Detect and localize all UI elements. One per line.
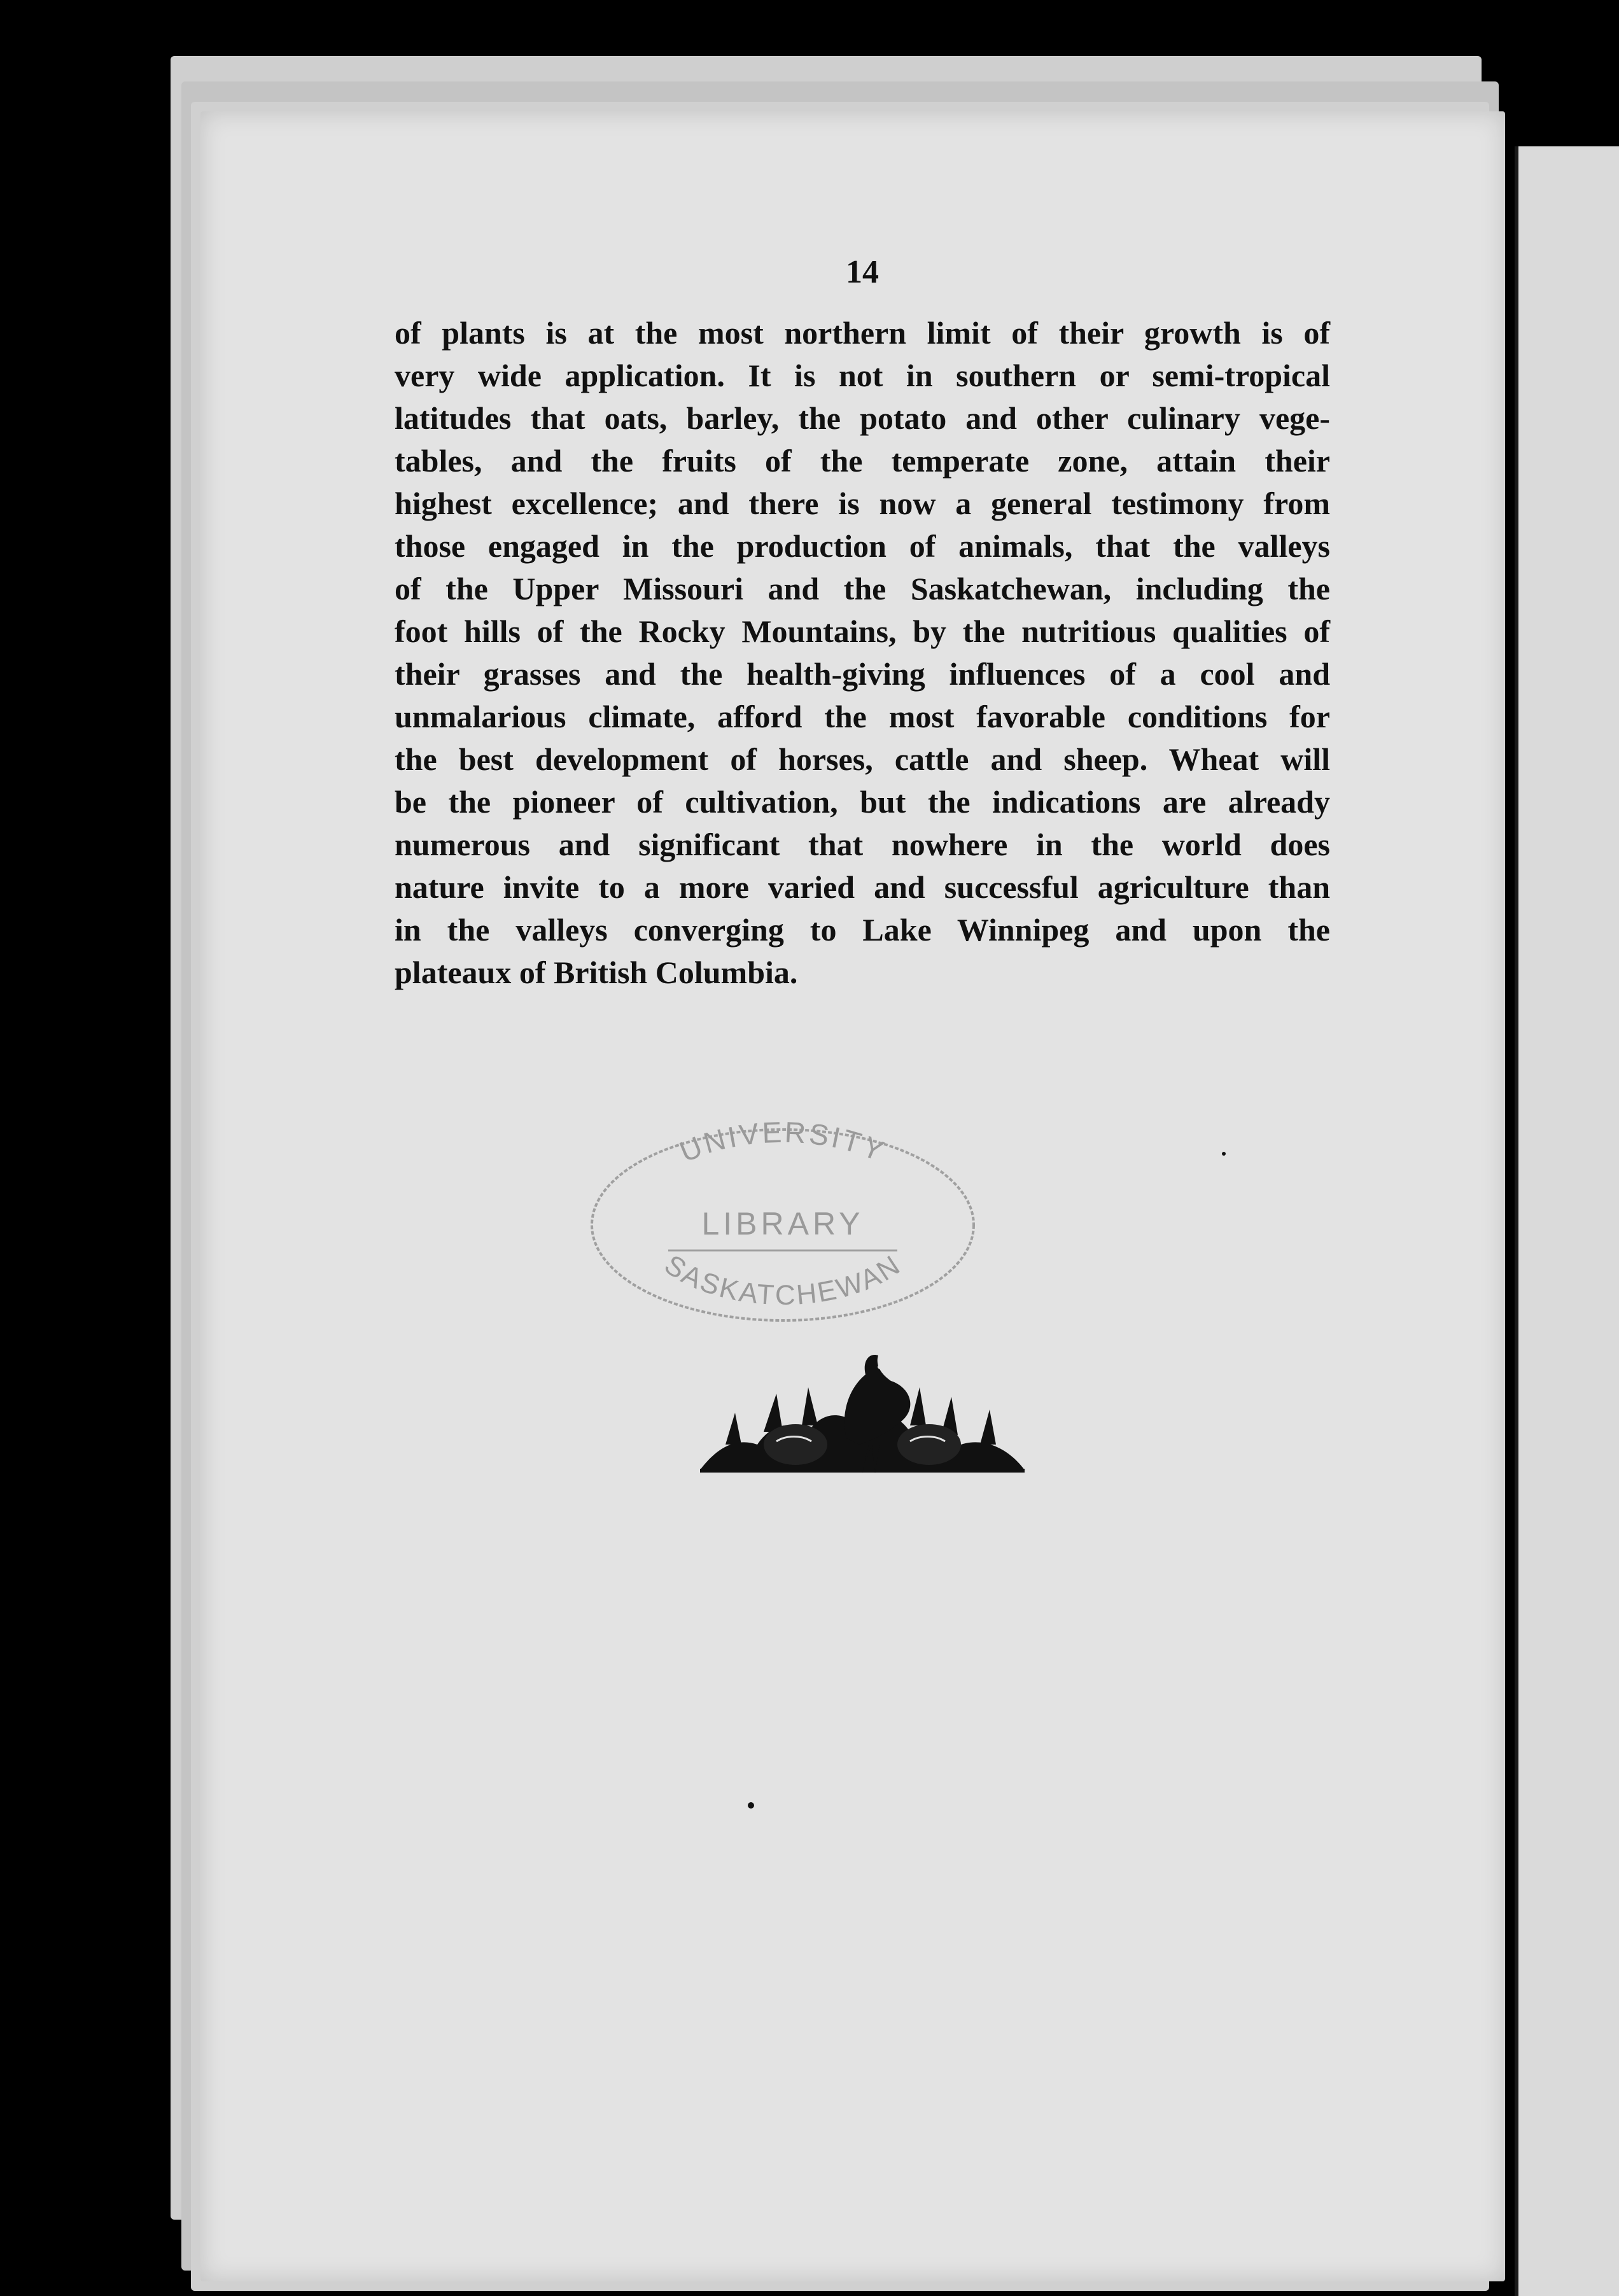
ink-speck	[748, 1802, 754, 1809]
text-line: plateaux of British Columbia.	[395, 955, 798, 990]
eagle-foliage-ornament-icon	[700, 1349, 1025, 1476]
text-line: of plants is at the most northern limit of their growth is of	[395, 315, 1330, 351]
text-line: their grasses and the health-giving influences of a cool and	[395, 656, 1330, 692]
stamp-bottom-text: SASKATCHEWAN	[659, 1249, 907, 1312]
stamp-middle-text: LIBRARY	[701, 1206, 864, 1242]
text-line: very wide application. It is not in southern or semi-tropical	[395, 358, 1330, 393]
text-line: in the valleys converging to Lake Winnipeg and upon the	[395, 912, 1330, 948]
stamp-top-text: UNIVERSITY	[675, 1120, 891, 1169]
library-stamp	[585, 1120, 980, 1330]
text-line: the best development of horses, cattle and sheep. Wheat will	[395, 741, 1330, 777]
text-line: highest excellence; and there is now a general testimony from	[395, 486, 1330, 521]
ink-speck	[1222, 1152, 1226, 1156]
text-line: tables, and the fruits of the temperate zone, attain their	[395, 443, 1330, 479]
text-line: those engaged in the production of animals, that the valleys	[395, 528, 1330, 564]
text-line: of the Upper Missouri and the Saskatchewan, including the	[395, 571, 1330, 606]
body-paragraph	[395, 312, 1330, 994]
text-line: unmalarious climate, afford the most favorable conditions for	[395, 699, 1330, 734]
page-number: 14	[846, 254, 879, 290]
text-line: latitudes that oats, barley, the potato and other culinary vege-	[395, 400, 1330, 436]
adjacent-page-edge	[1515, 146, 1619, 2296]
text-line: foot hills of the Rocky Mountains, by the nutritious qualities of	[395, 613, 1330, 649]
text-line: be the pioneer of cultivation, but the indications are already	[395, 784, 1330, 820]
text-line: nature invite to a more varied and successful agriculture than	[395, 869, 1330, 905]
text-line: numerous and significant that nowhere in the world does	[395, 827, 1330, 862]
